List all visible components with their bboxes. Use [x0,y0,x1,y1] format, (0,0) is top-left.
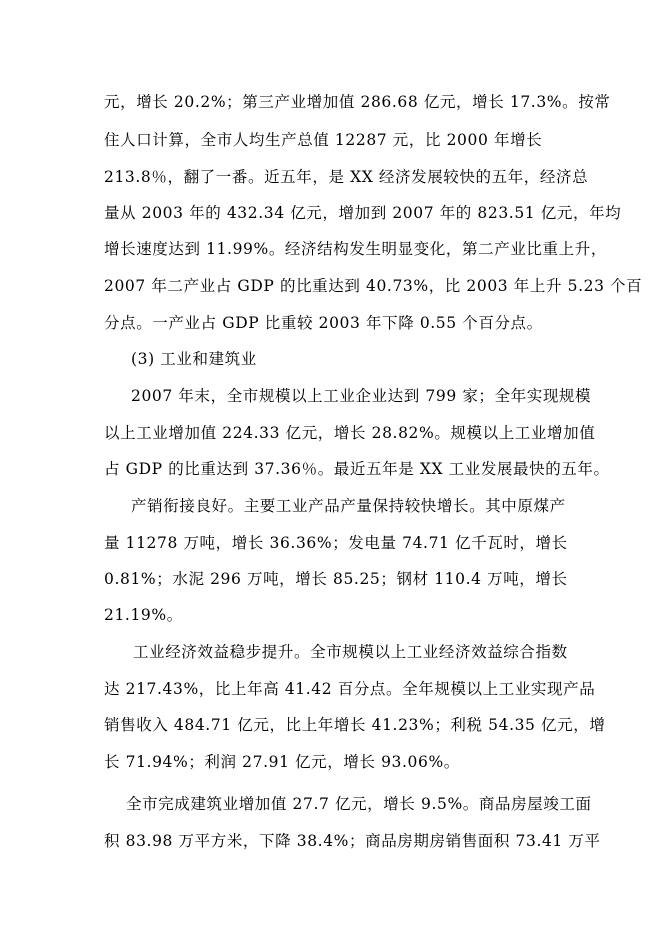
text-line-9: 2007 年末，全市规模以上工业企业达到 799 家；全年实现规模 [131,387,592,405]
text-line-11: 占 GDP 的比重达到 37.36％。最近五年是 XX 工业发展最快的五年。 [104,460,610,478]
text-line-19: 长 71.94%；利润 27.91 亿元，增长 93.06%。 [104,753,460,771]
text-line-15: 21.19%。 [104,606,183,624]
text-line-16: 工业经济效益稳步提升。全市规模以上工业经济效益综合指数 [133,643,568,661]
text-line-20: 全市完成建筑业增加值 27.7 亿元，增长 9.5%。商品房屋竣工面 [126,795,592,813]
text-line-6: 2007 年二产业占 GDP 的比重达到 40.73%，比 2003 年上升 5.23 个百 [104,277,643,295]
text-line-10: 以上工业增加值 224.33 亿元，增长 28.82%。规模以上工业增加值 [104,424,596,442]
text-line-1: 元，增长 20.2%；第三产业增加值 286.68 亿元，增长 17.3%。按常 [104,93,611,111]
text-line-13: 量 11278 万吨，增长 36.36%；发电量 74.71 亿千瓦时，增长 [104,534,568,552]
text-line-18: 销售收入 484.71 亿元，比上年增长 41.23%；利税 54.35 亿元，增 [104,716,606,734]
text-line-2: 住人口计算，全市人均生产总值 12287 元，比 2000 年增长 [104,131,543,149]
text-line-5: 增长速度达到 11.99%。经济结构发生明显变化，第二产业比重上升， [104,240,607,258]
text-line-14: 0.81%；水泥 296 万吨，增长 85.25；钢材 110.4 万吨，增长 [104,570,568,588]
text-line-12: 产销衔接良好。主要工业产品产量保持较快增长。其中原煤产 [131,497,566,515]
text-line-21: 积 83.98 万平方米，下降 38.4%；商品房期房销售面积 73.41 万平 [104,832,601,850]
text-line-4: 量从 2003 年的 432.34 亿元，增加到 2007 年的 823.51 亿元，年均 [104,204,622,222]
text-line-3: 213.8％，翻了一番。近五年，是 XX 经济发展较快的五年，经济总 [104,168,589,186]
text-line-17: 达 217.43%，比上年高 41.42 百分点。全年规模以上工业实现产品 [104,680,596,698]
section-heading: (3) 工业和建筑业 [131,350,257,368]
text-line-7: 分点。一产业占 GDP 比重较 2003 年下降 0.55 个百分点。 [104,314,543,332]
